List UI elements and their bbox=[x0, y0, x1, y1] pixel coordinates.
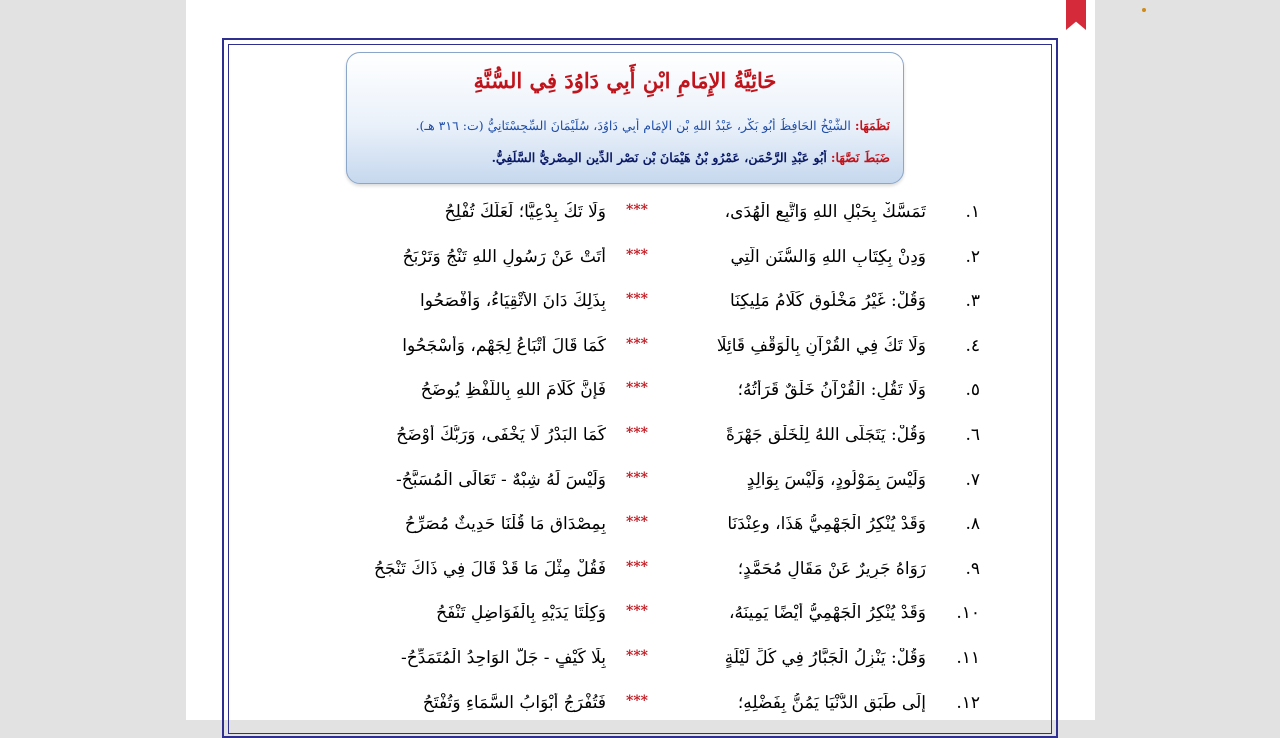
verse-number: ٦. bbox=[965, 425, 980, 445]
verse-second-hemistich: بِمِصْدَاقِ مَا قُلْنَا حَدِيثٌ مُصَرِّحُ bbox=[404, 514, 606, 535]
verse-separator: *** bbox=[626, 558, 648, 575]
verse-first-hemistich: وَلَا تَكُ فِي القُرْآنِ بِالْوَقْفِ قَائِلًا bbox=[716, 335, 926, 356]
verse-second-hemistich: وَلَا تَكُ بِدْعِيًّا؛ لَعَلَّكَ تُفْلِحُ bbox=[444, 202, 606, 222]
verse-number: ٤. bbox=[965, 335, 980, 356]
verse-second-hemistich: فَإِنَّ كَلَامَ اللهِ بِاللَّفْظِ يُوضَحُ bbox=[420, 380, 606, 401]
verse-number: ٥. bbox=[965, 380, 980, 401]
verse-number: ٣. bbox=[965, 291, 980, 312]
verse-second-hemistich: كَمَا قَالَ أَتْبَاعُ لِجَهْمٍ، وَأَسْجَحُوا bbox=[402, 335, 606, 356]
verse-separator: *** bbox=[626, 603, 648, 620]
verse-first-hemistich: وَقَدْ يُنْكِرُ الْجَهْمِيُّ أَيْضًا يَمِينَهُ، bbox=[728, 603, 926, 624]
verse-second-hemistich: فَتُفْرَجُ أَبْوَابُ السَّمَاءِ وَتُفْتَحُ bbox=[422, 692, 606, 713]
verse-second-hemistich: بِلَا كَيْفٍ - جَلَّ الوَاحِدُ الْمُتَمَدِّحُ- bbox=[400, 648, 606, 668]
verse-number: ١٠. bbox=[956, 603, 980, 624]
verse-first-hemistich: وَقُلْ: غَيْرُ مَخْلُوقٍ كَلَامُ مَلِيكِنَا bbox=[730, 291, 926, 312]
verse-row bbox=[280, 247, 980, 277]
editor-label: ضَبَطَ نَصَّهَا: bbox=[830, 150, 890, 165]
verse-number: ٩. bbox=[965, 558, 980, 579]
verse-second-hemistich: أَتَتْ عَنْ رَسُولِ اللهِ تَنْجُ وَتَرْبَحُ bbox=[402, 246, 606, 267]
verse-number: ٢. bbox=[965, 246, 980, 267]
verse-number: ٧. bbox=[965, 469, 980, 490]
verse-number: ١١. bbox=[956, 648, 980, 668]
author-credit bbox=[360, 118, 890, 133]
verse-first-hemistich: وَقُلْ: يَنْزِلُ الْجَبَّارُ فِي كُلِّ لَيْلَةٍ bbox=[724, 648, 926, 668]
verse-separator: *** bbox=[626, 692, 648, 709]
verse-separator: *** bbox=[626, 648, 648, 664]
author-value: الشَّيْخُ الحَافِظُ أَبُو بَكْرٍ، عَبْدُ اللهِ بْنِ الإِمَامِ أَبِي دَاوُدَ، سُلَيْمَانَ السِّجِسْتَانِيُّ (ت: ٣١٦ هـ). bbox=[415, 118, 851, 133]
editor-credit bbox=[360, 150, 890, 165]
verse-separator: *** bbox=[626, 425, 648, 441]
verse-second-hemistich: بِذَلِكَ دَانَ الأَتْقِيَاءُ، وَأَفْصَحُوا bbox=[420, 291, 606, 312]
author-label: نَظَمَهَا: bbox=[854, 118, 890, 133]
verse-first-hemistich: إِلَى طَبَقِ الدُّنْيَا يَمُنُّ بِفَضْلِهِ؛ bbox=[737, 692, 926, 713]
verse-separator: *** bbox=[626, 202, 648, 218]
verse-separator: *** bbox=[626, 380, 648, 397]
verse-row bbox=[280, 202, 980, 232]
verse-row bbox=[280, 380, 980, 410]
verse-row bbox=[280, 514, 980, 544]
verse-number: ١. bbox=[965, 202, 980, 222]
verse-row bbox=[280, 648, 980, 678]
verse-second-hemistich: وَلَيْسَ لَهُ شِبْهٌ - تَعَالَى الْمُسَبَّحُ- bbox=[396, 469, 606, 490]
verse-number: ٨. bbox=[965, 514, 980, 535]
verse-second-hemistich: وَكِلْتَا يَدَيْهِ بِالْفَوَاضِلِ تَنْفَحُ bbox=[436, 603, 606, 624]
verse-first-hemistich: تَمَسَّكْ بِحَبْلِ اللهِ وَاتَّبِعِ الْهُدَى، bbox=[724, 202, 926, 222]
verse-row bbox=[280, 336, 980, 366]
status-dot bbox=[1142, 8, 1146, 12]
verse-number: ١٢. bbox=[956, 692, 980, 713]
verse-row bbox=[280, 693, 980, 723]
verse-separator: *** bbox=[626, 291, 648, 308]
verse-first-hemistich: وَقُلْ: يَتَجَلَّى اللهُ لِلْخَلْقِ جَهْرَةً bbox=[725, 425, 926, 445]
verse-second-hemistich: فَقُلْ مِثْلَ مَا قَدْ قَالَ فِي ذَاكَ تَنْجَحُ bbox=[374, 558, 606, 579]
verse-first-hemistich: وَقَدْ يُنْكِرُ الْجَهْمِيُّ هَذَا، وعِنْدَنَا bbox=[727, 514, 926, 535]
verse-first-hemistich: وَلَيْسَ بِمَوْلُودٍ، وَلَيْسَ بِوَالِدٍ bbox=[746, 469, 926, 490]
editor-value: أَبُو عَبْدِ الرَّحْمَنِ، عَمْرُو بْنُ هَيْمَانَ بْنِ نَصْرِ الدِّينِ المِصْرِيُّ السَّلَفِيُّ. bbox=[491, 150, 827, 165]
verse-row bbox=[280, 603, 980, 633]
verse-first-hemistich: وَلَا تَقُلِ: الْقُرْآنُ خَلْقٌ قَرَأْتُهُ؛ bbox=[737, 380, 926, 401]
verse-row bbox=[280, 559, 980, 589]
verse-separator: *** bbox=[626, 246, 648, 263]
page-title: حَائِيَّةُ الإِمَامِ ابْنِ أَبِي دَاوُدَ فِي السُّنَّةِ bbox=[473, 68, 777, 93]
verse-first-hemistich: وَدِنْ بِكِتَابِ اللهِ وَالسُّنَنِ الَّتِي bbox=[730, 246, 926, 267]
verse-second-hemistich: كَمَا البَدْرُ لَا يَخْفَى، وَرَبُّكَ أَوْضَحُ bbox=[396, 425, 606, 445]
verse-separator: *** bbox=[626, 469, 648, 486]
verse-row bbox=[280, 425, 980, 455]
verse-separator: *** bbox=[626, 335, 648, 352]
verse-separator: *** bbox=[626, 514, 648, 531]
verse-first-hemistich: رَوَاهُ جَرِيرٌ عَنْ مَقَالِ مُحَمَّدٍ؛ bbox=[737, 558, 926, 579]
verse-row bbox=[280, 291, 980, 321]
verse-row bbox=[280, 470, 980, 500]
